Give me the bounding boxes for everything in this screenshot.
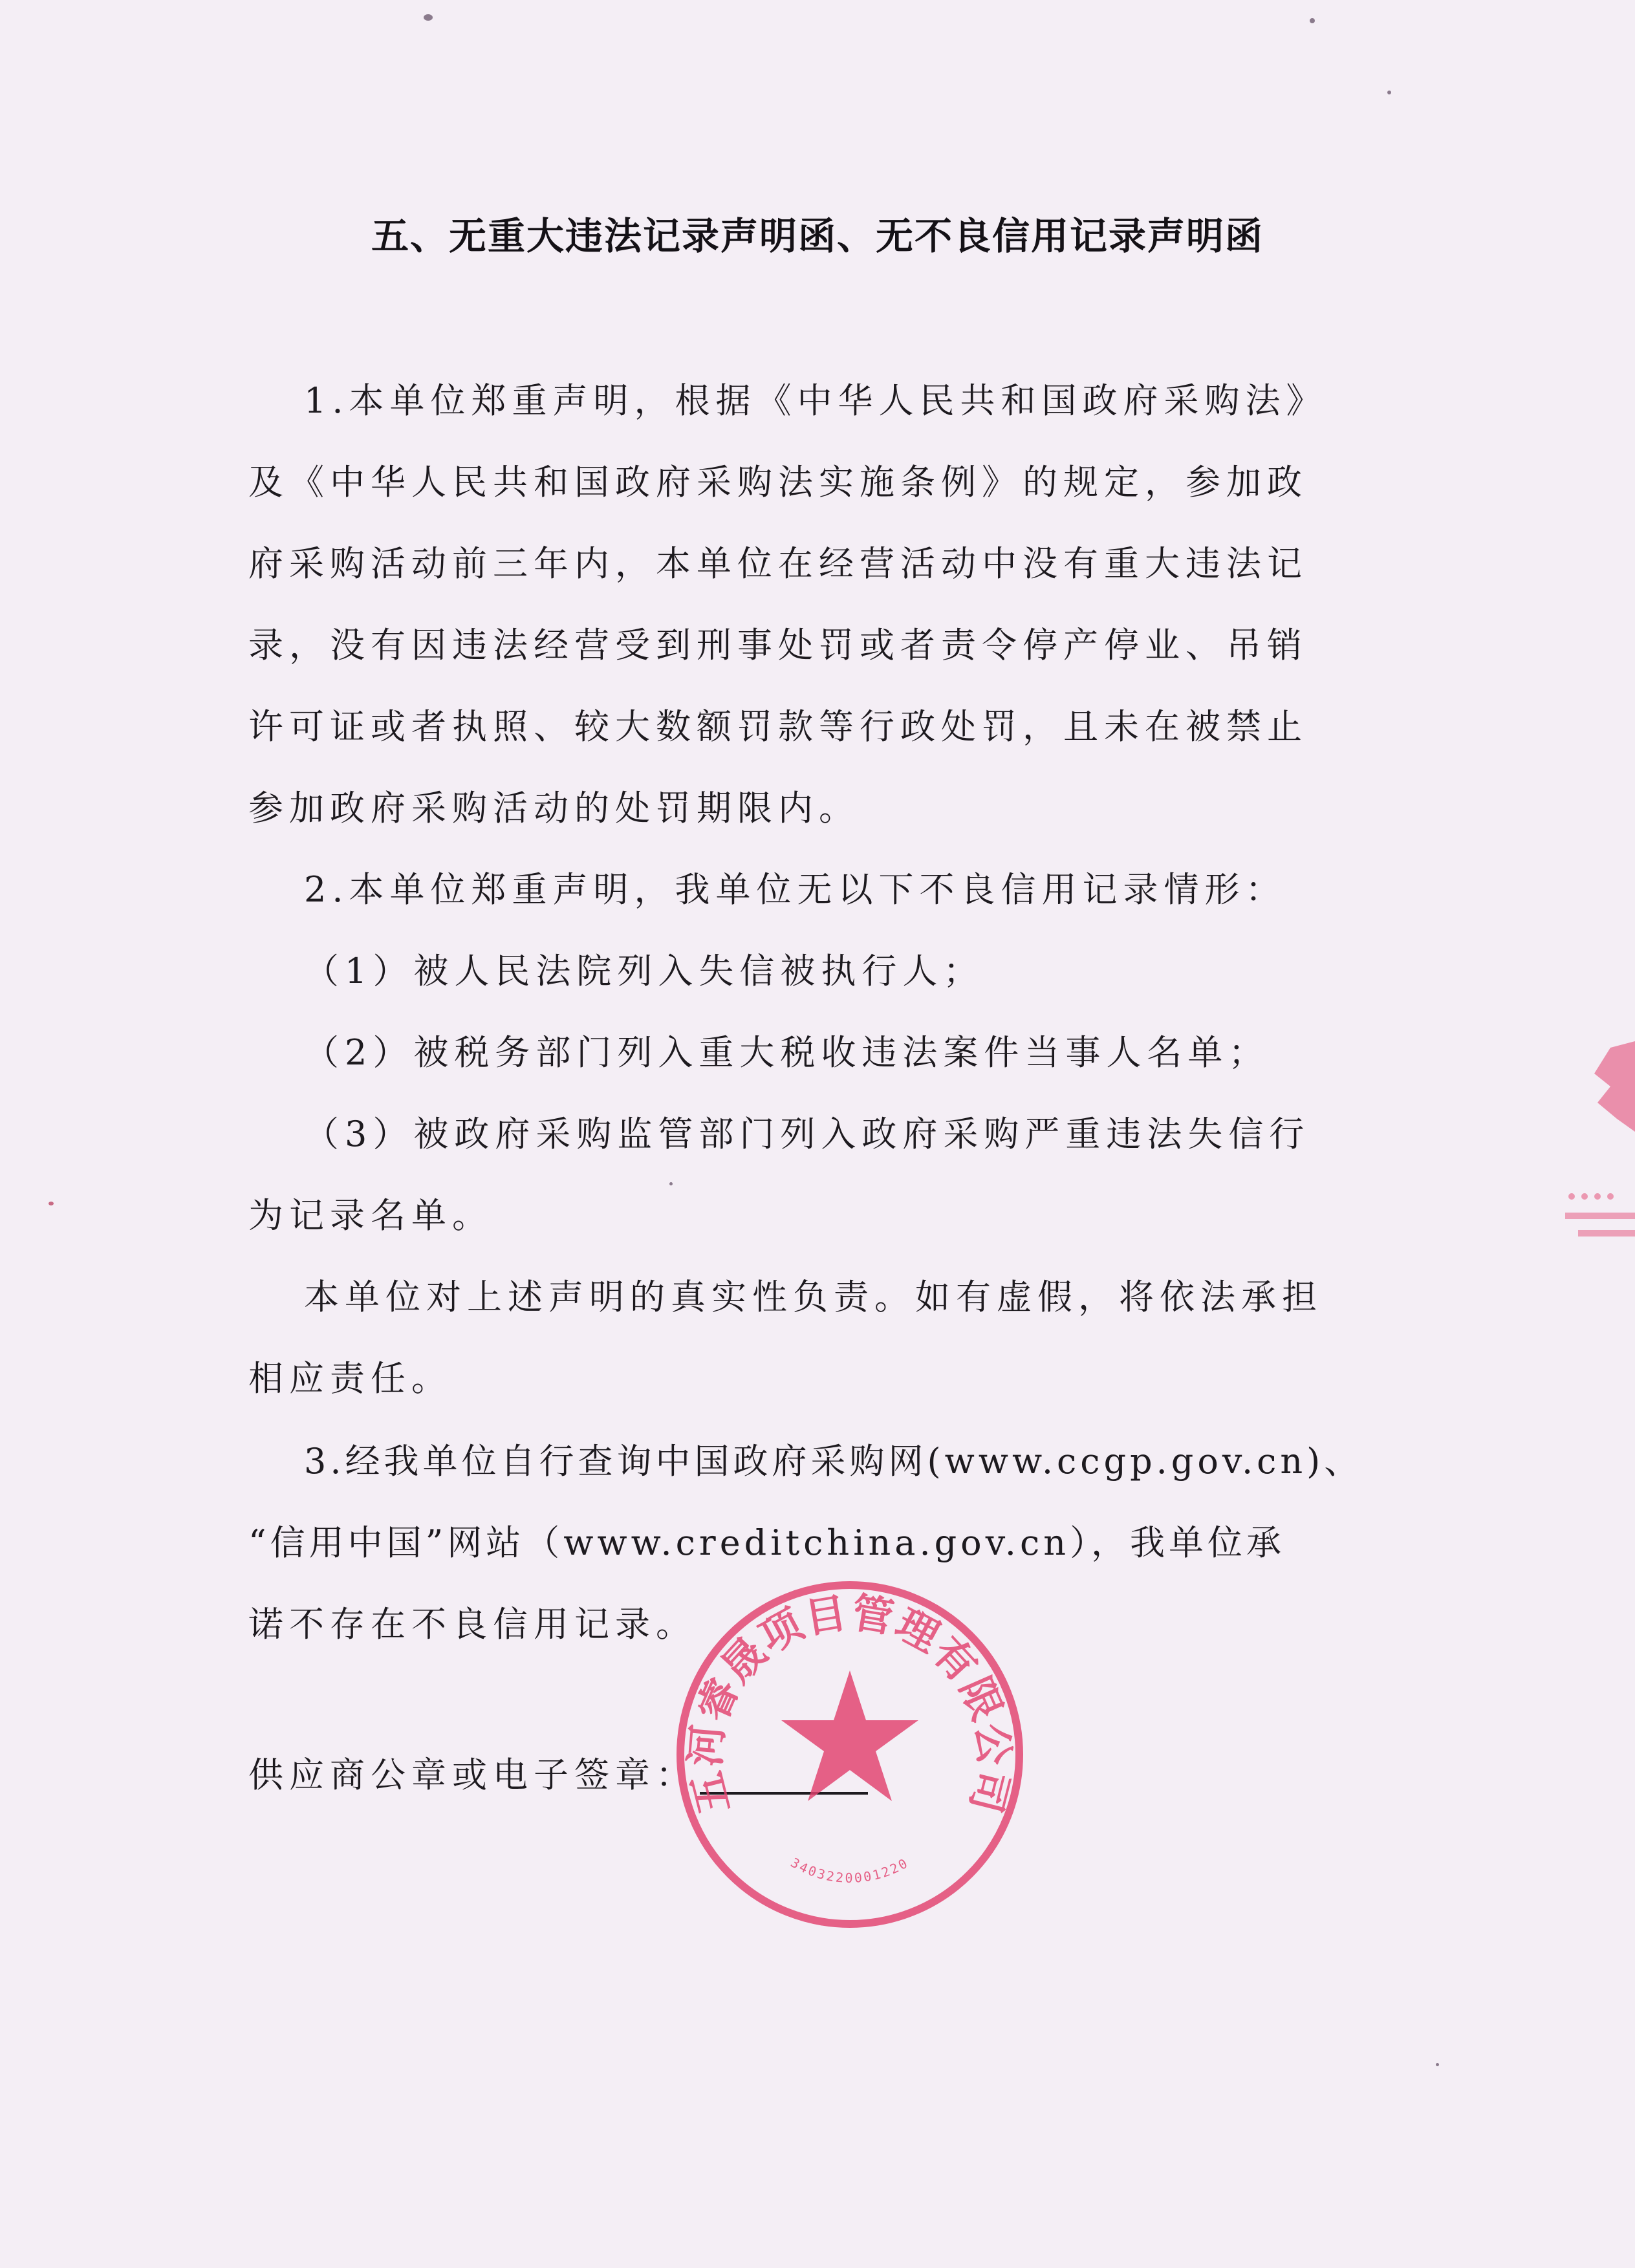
text-line-15: “信用中国”网站（www.creditchina.gov.cn），我单位承 <box>248 1522 1285 1563</box>
edge-stamp-mark-icon <box>1572 1041 1635 1132</box>
text-line-8: （1）被人民法院列入失信被执行人； <box>304 951 984 991</box>
scan-speck <box>49 1202 54 1205</box>
text-line-11: 为记录名单。 <box>248 1195 493 1236</box>
text-line-2: 及《中华人民共和国政府采购法实施条例》的规定，参加政 <box>248 462 1308 502</box>
document-title: 五、无重大违法记录声明函、无不良信用记录声明函 <box>371 214 1264 258</box>
company-seal <box>669 1573 1031 1936</box>
seal-code <box>788 1855 912 1886</box>
text-line-10: （3）被政府采购监管部门列入政府采购严重违法失信行 <box>304 1114 1310 1154</box>
text-line-12: 本单位对上述声明的真实性负责。如有虚假，将依法承担 <box>304 1277 1323 1317</box>
text-line-14: 3.经我单位自行查询中国政府采购网(www.ccgp.gov.cn)、 <box>304 1441 1363 1482</box>
scan-speck <box>669 1182 673 1185</box>
text-line-5: 许可证或者执照、较大数额罚款等行政处罚，且未在被禁止 <box>248 706 1308 747</box>
edge-stamp-dots-icon <box>1559 1190 1635 1248</box>
text-line-1: 1.本单位郑重声明，根据《中华人民共和国政府采购法》 <box>304 380 1327 421</box>
seal-star-icon <box>781 1670 918 1801</box>
text-line-3: 府采购活动前三年内，本单位在经营活动中没有重大违法记 <box>248 543 1308 584</box>
scan-speck <box>424 14 433 21</box>
scan-speck <box>1387 91 1391 94</box>
text-line-6: 参加政府采购活动的处罚期限内。 <box>248 788 860 828</box>
text-line-13: 相应责任。 <box>248 1358 452 1399</box>
text-line-7: 2.本单位郑重声明，我单位无以下不良信用记录情形： <box>304 869 1286 910</box>
seal-name-path: 五河睿晟项目管理有限公司 <box>682 1589 1018 1819</box>
scan-speck <box>1436 2063 1439 2066</box>
seal-code-path: 3403220001220 <box>788 1854 912 1886</box>
scan-speck <box>1310 18 1315 23</box>
signature-label: 供应商公章或电子签章： <box>248 1755 697 1795</box>
text-line-16: 诺不存在不良信用记录。 <box>248 1604 697 1645</box>
text-line-9: （2）被税务部门列入重大税收违法案件当事人名单； <box>304 1032 1270 1073</box>
text-line-4: 录，没有因违法经营受到刑事处罚或者责令停产停业、吊销 <box>248 625 1308 665</box>
